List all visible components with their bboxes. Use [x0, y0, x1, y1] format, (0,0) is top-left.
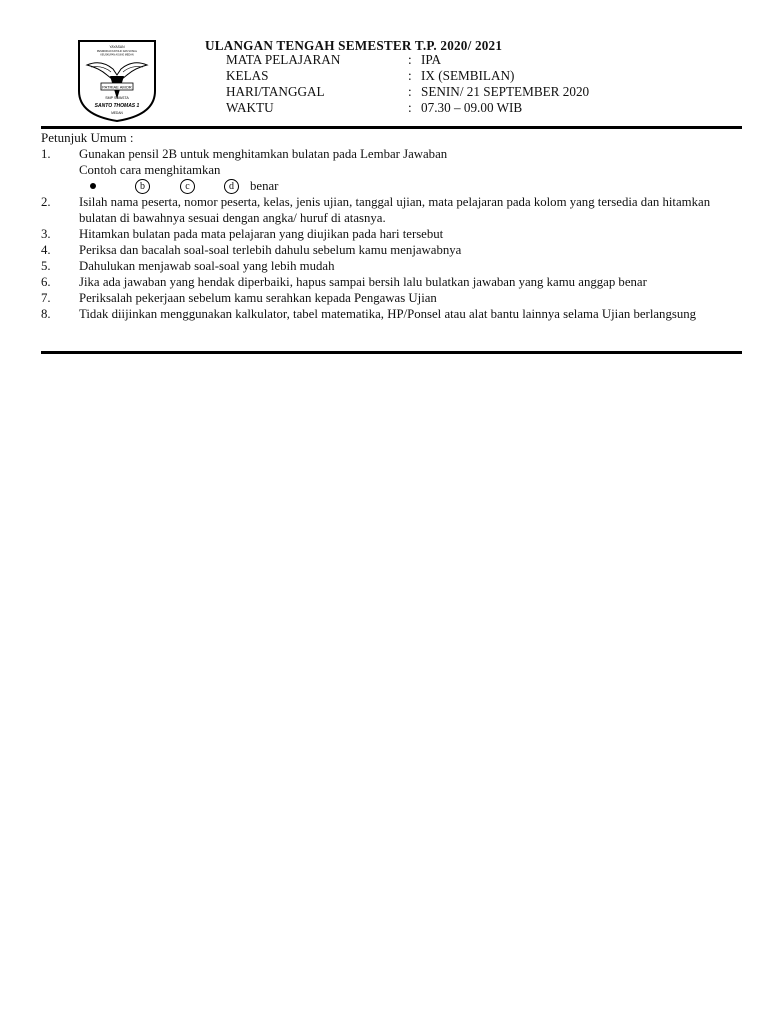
- instruction-text: Periksa dan bacalah soal-soal terlebih dahulu sebelum kamu menjawabnya: [79, 243, 462, 257]
- info-label: WAKTU: [226, 100, 274, 115]
- info-separator: :: [408, 52, 412, 67]
- instruction-text: Gunakan pensil 2B untuk menghitamkan bulatan pada Lembar Jawaban: [79, 147, 448, 161]
- instruction-number: 4.: [41, 243, 51, 257]
- instruction-text: Tidak diijinkan menggunakan kalkulator, tabel matematika, HP/Ponsel atau alat bantu lainnya selama Ujian berlangsung: [79, 307, 697, 321]
- instruction-text: Hitamkan bulatan pada mata pelajaran yang diujikan pada hari tersebut: [79, 227, 444, 241]
- info-value: SENIN/ 21 SEPTEMBER 2020: [421, 84, 590, 99]
- info-separator: :: [408, 84, 412, 99]
- logo-banner-text: PATRIAE AMOR: [102, 84, 132, 90]
- instruction-number: 8.: [41, 307, 51, 321]
- info-value: IPA: [421, 52, 442, 67]
- instruction-number: 3.: [41, 227, 51, 241]
- info-separator: :: [408, 68, 412, 83]
- logo-city-text: MEDAN: [111, 111, 123, 115]
- info-label: KELAS: [226, 68, 269, 83]
- header-divider: [41, 126, 742, 129]
- footer-divider: [41, 351, 742, 354]
- example-label: Contoh cara menghitamkan: [79, 163, 221, 177]
- instruction-number: 6.: [41, 275, 51, 289]
- instruction-text: Jika ada jawaban yang hendak diperbaiki, hapus sampai bersih lalu bulatkan jawaban yang kamu anggap benar: [79, 275, 647, 289]
- filled-bubble-icon: [90, 183, 96, 189]
- instruction-number: 1.: [41, 147, 51, 161]
- info-label: HARI/TANGGAL: [226, 84, 325, 99]
- svg-text:KEUSKUPAN AGUNG MEDAN: KEUSKUPAN AGUNG MEDAN: [100, 53, 134, 57]
- bubble-b-icon: b: [135, 179, 150, 194]
- bubble-c-icon: c: [180, 179, 195, 194]
- school-logo: [77, 39, 157, 123]
- instruction-number: 5.: [41, 259, 51, 273]
- instruction-number: 7.: [41, 291, 51, 305]
- exam-title: ULANGAN TENGAH SEMESTER T.P. 2020/ 2021: [205, 38, 503, 53]
- instruction-text: Periksalah pekerjaan sebelum kamu serahkan kepada Pengawas Ujian: [79, 291, 437, 305]
- example-word: benar: [250, 179, 279, 193]
- instruction-text: Dahulukan menjawab soal-soal yang lebih mudah: [79, 259, 335, 273]
- instruction-number: 2.: [41, 195, 51, 209]
- svg-text:PENDIDIKAN KATOLIK DAN SOSIAL: PENDIDIKAN KATOLIK DAN SOSIAL: [96, 50, 138, 53]
- instruction-text: Isilah nama peserta, nomor peserta, kelas, jenis ujian, tanggal ujian, mata pelajaran pada kolom yang tersedia dan hitamkan bulatan di bawahnya sesuai dengan angka/ huruf di atasnya.: [79, 195, 711, 225]
- example-bubbles: [90, 179, 310, 195]
- info-value: IX (SEMBILAN): [421, 68, 515, 83]
- logo-school-text: SMP SWASTA: [105, 96, 129, 100]
- info-value: 07.30 – 09.00 WIB: [421, 100, 523, 115]
- info-label: MATA PELAJARAN: [226, 52, 341, 67]
- instructions-heading: Petunjuk Umum :: [41, 130, 134, 145]
- info-separator: :: [408, 100, 412, 115]
- logo-top-text: YAYASAN: [109, 45, 125, 49]
- logo-name-text: SANTO THOMAS 1: [94, 103, 140, 109]
- bubble-d-icon: d: [224, 179, 239, 194]
